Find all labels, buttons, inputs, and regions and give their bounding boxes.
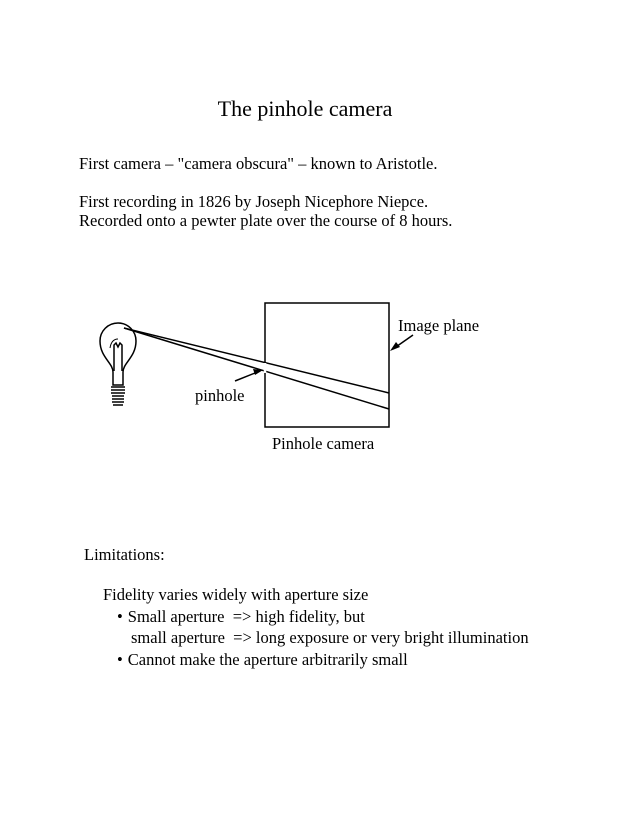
- limitation-text: Cannot make the aperture arbitrarily small: [127, 650, 408, 669]
- camera-box: [265, 303, 389, 427]
- pinhole-camera-diagram: [90, 295, 520, 455]
- limitation-item: [103, 585, 368, 605]
- pinhole-label: pinhole: [195, 386, 245, 405]
- image-plane-label: Image plane: [398, 316, 480, 335]
- limitation-item: [131, 628, 529, 648]
- image-plane-arrow: [390, 335, 413, 351]
- light-bulb-icon: [100, 323, 136, 405]
- recording-line-2: Recorded onto a pewter plate over the course of 8 hours.: [79, 211, 453, 230]
- light-rays: [124, 328, 389, 409]
- pinhole-arrow: [235, 369, 263, 381]
- recording-line-1: First recording in 1826 by Joseph Nicephore Niepce.: [79, 192, 429, 211]
- bullet-icon: •: [117, 650, 123, 669]
- camera-label: Pinhole camera: [272, 434, 375, 453]
- page-title: The pinhole camera: [217, 96, 393, 121]
- limitations-heading: Limitations:: [84, 545, 165, 564]
- intro-line: First camera – "camera obscura" – known to Aristotle.: [79, 154, 438, 173]
- bullet-icon: •: [117, 607, 123, 626]
- limitation-text: Fidelity varies widely with aperture size: [103, 585, 369, 604]
- limitation-item: [117, 607, 365, 627]
- limitation-text: Small aperture => high fidelity, but: [127, 607, 365, 626]
- limitation-item: [117, 650, 408, 670]
- limitation-text: small aperture => long exposure or very bright illumination: [131, 628, 529, 647]
